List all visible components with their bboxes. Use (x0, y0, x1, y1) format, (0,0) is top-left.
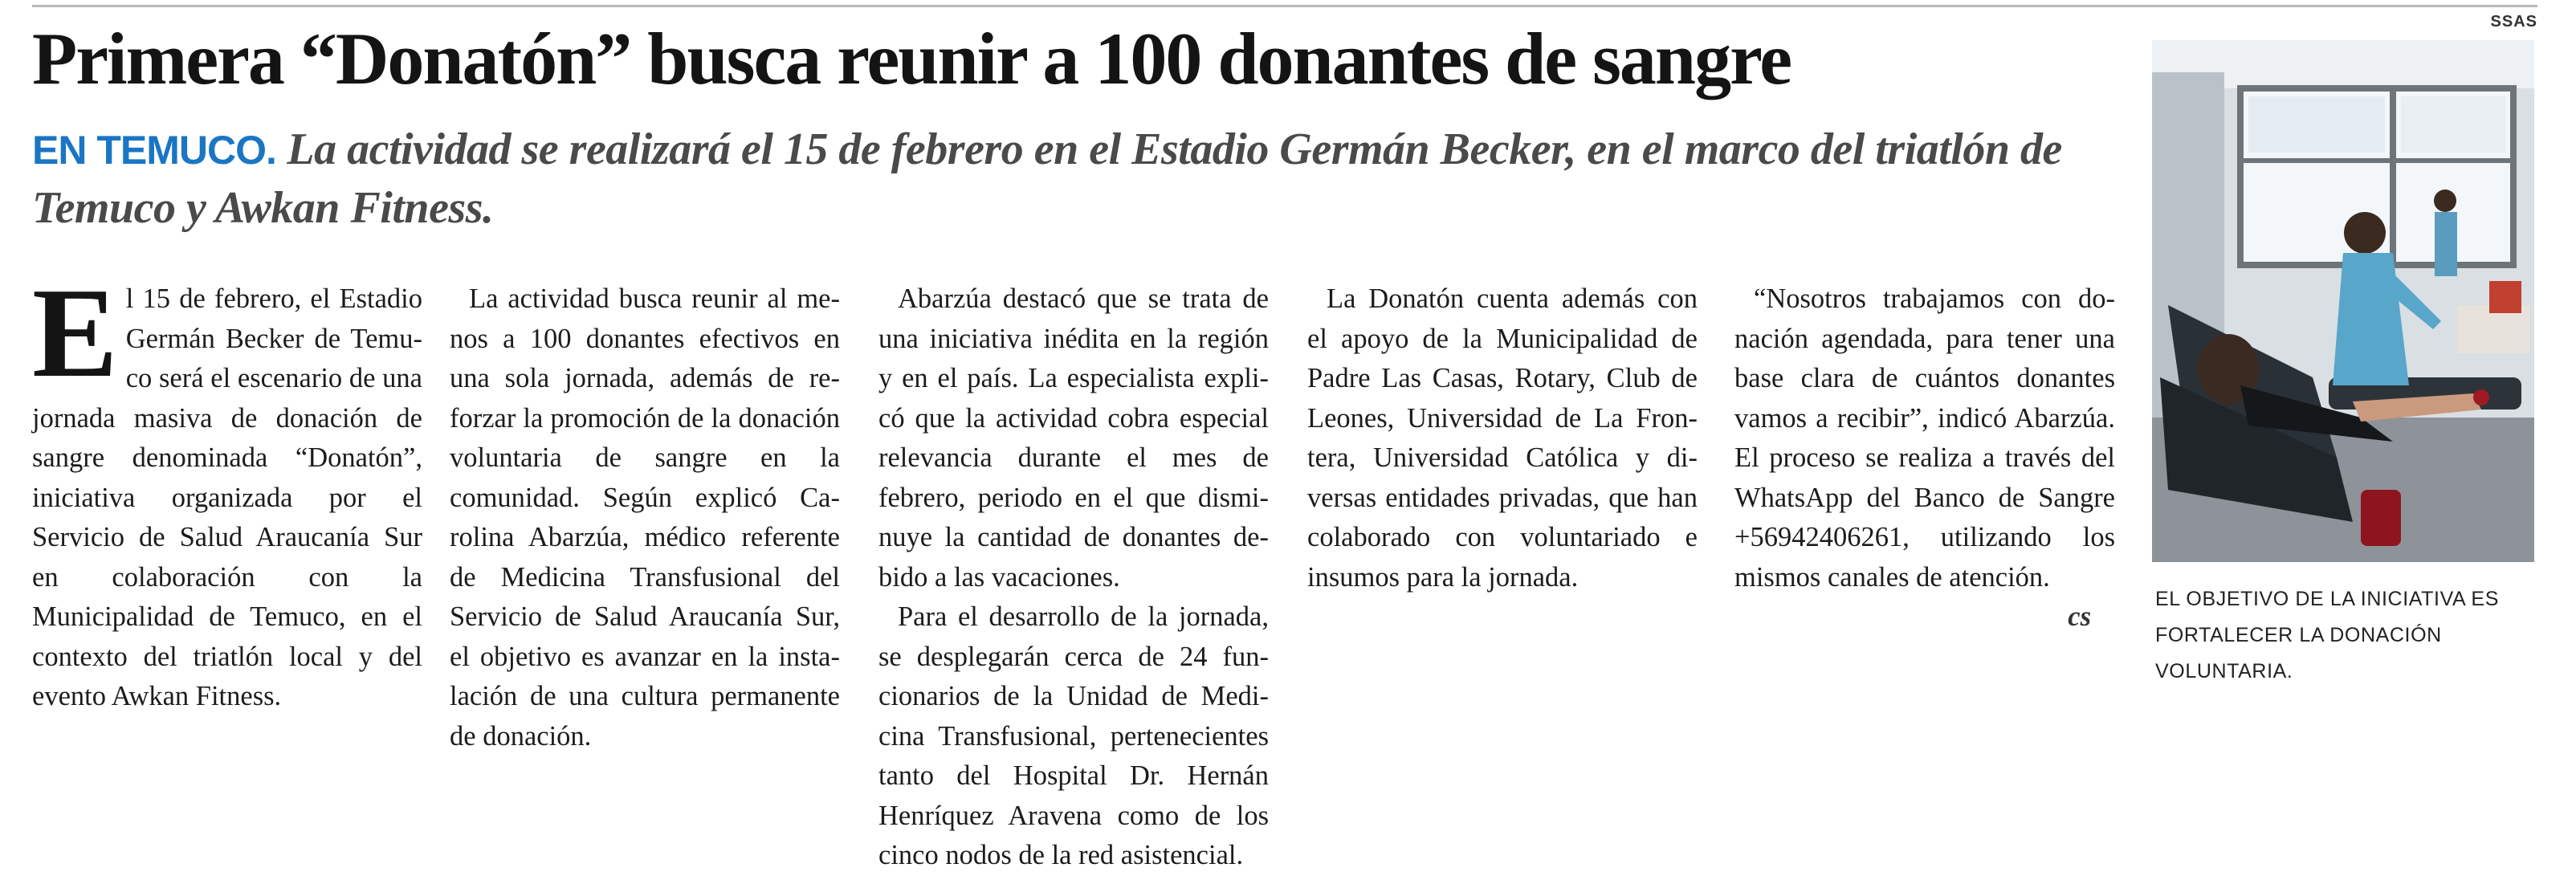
article-column-1 (32, 261, 422, 713)
deck-text: La actividad se realizará el 15 de febrero en el Estadio Germán Becker, en el marco del triatlón de Temuco y Awkan Fitness. (32, 124, 2062, 233)
paragraph: La actividad busca reunir al menos a 100 donantes efectivos en una sola jornada, además de reforzar la promoción de la donación voluntaria de sangre en la comunidad. Según explicó Carolina Abarzúa, médico referente de Medicina Transfusional del Servicio de Salud Araucanía Sur, el objetivo es avanzar en la instalación de una cultura permanente de donación. (450, 283, 840, 752)
donation-room-illustration (2152, 40, 2534, 562)
photo-caption: EL OBJETIVO DE LA INICIATIVA ES FORTALECER LA DONACIÓN VOLUNTARIA. (2155, 588, 2499, 682)
article-column-3 (878, 279, 1269, 870)
page-tag: SSAS (2490, 13, 2537, 31)
paragraph: La Donatón cuenta además con el apoyo de la Municipalidad de Padre Las Casas, Rotary, Club de Leones, Universidad de La Frontera, Universidad Católica y diversas entidades privadas, que han colaborado con voluntariado e insumos para la jornada. (1307, 283, 1698, 593)
deck-kicker: EN TEMUCO. (32, 128, 276, 173)
drop-cap: E (32, 261, 118, 404)
article-photo (2152, 40, 2534, 562)
article-column-5 (1734, 279, 2115, 713)
end-mark: cs (2068, 601, 2091, 632)
deck (32, 120, 2088, 237)
article-column-2 (450, 279, 840, 752)
paragraph: “Nosotros trabajamos con donación agendada, para tener una base clara de cuántos donantes vamos a recibir”, indicó Abarzúa. El proceso se realiza a través del WhatsApp del Banco de Sangre +56942406261, utilizando los mismos canales de atención. (1734, 283, 2115, 593)
article-column-4 (1307, 279, 1698, 713)
paragraph: Para el desarrollo de la jornada, se desplegarán cerca de 24 funcionarios de la Unidad de Medicina Transfusional, pertenecientes tanto del Hospital Dr. Hernán Henríquez Aravena como de los cinco nodos de la red asistencial. (878, 601, 1269, 870)
top-rule (32, 5, 2537, 7)
headline: Primera “Donatón” busca reunir a 100 donantes de sangre (32, 18, 1791, 100)
paragraph: l 15 de febrero, el Estadio Germán Becker de Temuco será el escenario de una jornada masiva de donación de sangre denominada “Donatón”, iniciativa organizada por el Servicio de Salud Araucanía Sur en colaboración con la Municipalidad de Temuco, en el contexto del triatlón local y del evento Awkan Fitness. (32, 283, 422, 711)
paragraph: Abarzúa destacó que se trata de una iniciativa inédita en la región y en el país. La especialista explicó que la actividad cobra especial relevancia durante el mes de febrero, periodo en el que disminuye la cantidad de donantes debido a las vacaciones. (878, 283, 1269, 593)
